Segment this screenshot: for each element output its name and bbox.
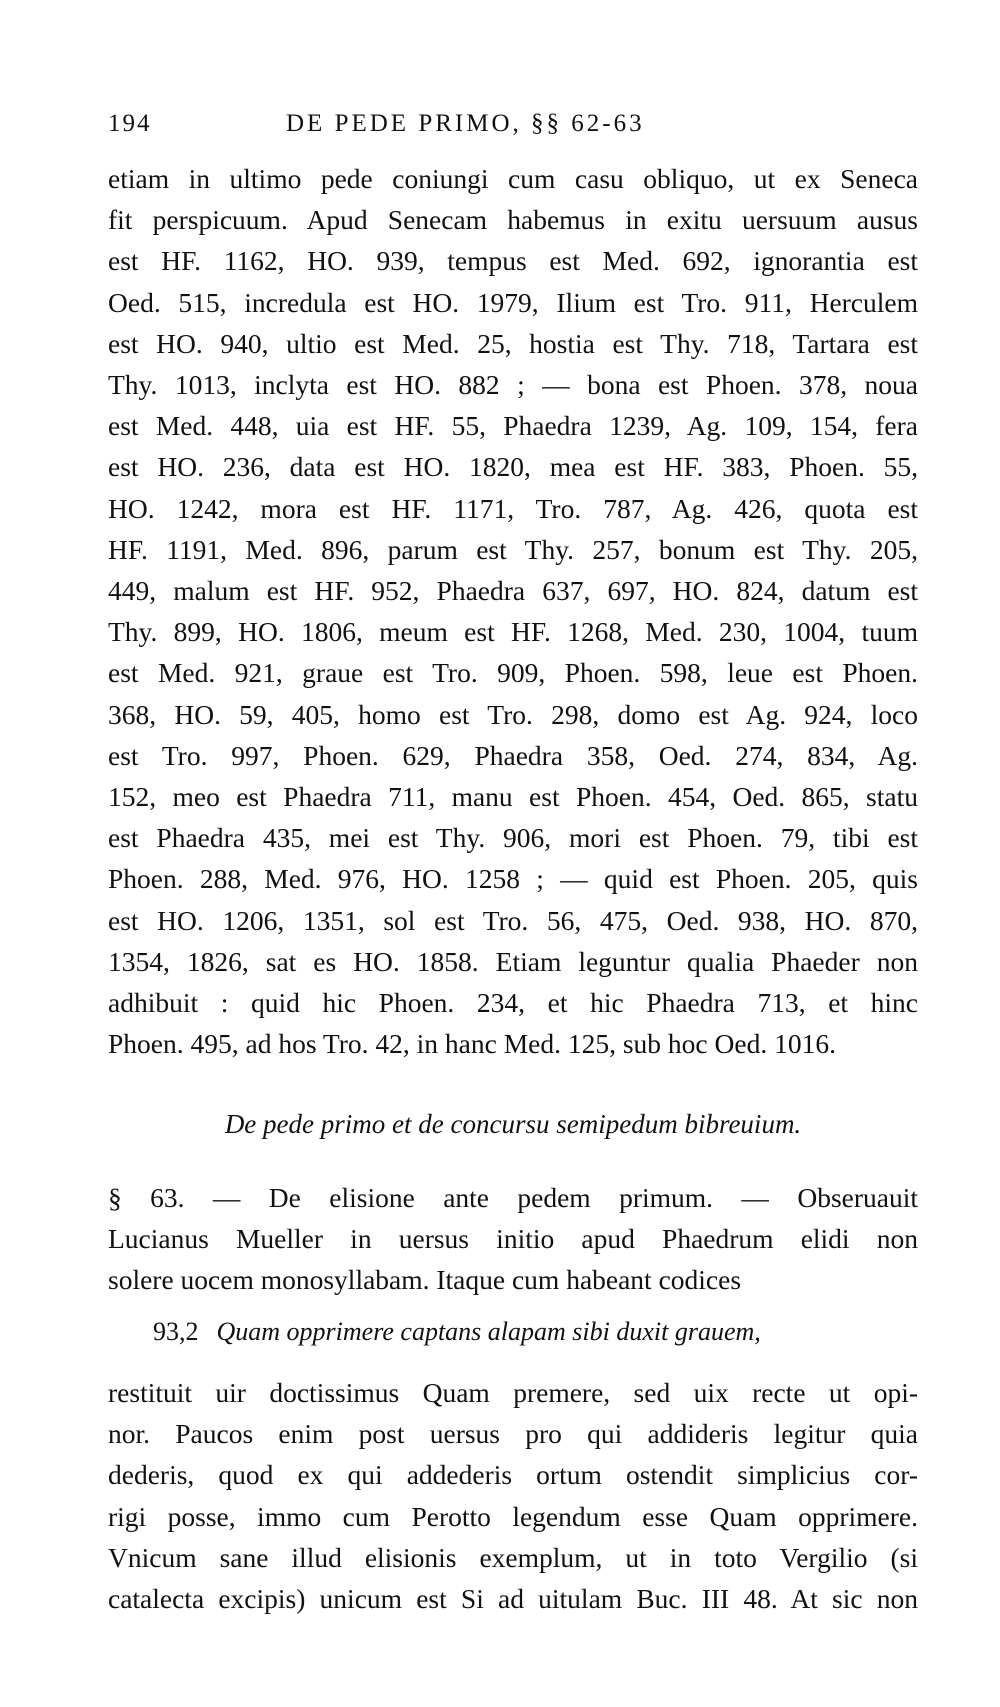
- verse-text: Quam opprimere captans alapam sibi duxit grauem,: [216, 1317, 761, 1346]
- text-line: 449, malum est HF. 952, Phaedra 637, 697, HO. 824, datum est: [108, 575, 918, 607]
- text-line: Phoen. 495, ad hos Tro. 42, in hanc Med. 125, sub hoc Oed. 1016.: [108, 1028, 836, 1060]
- text-line: adhibuit : quid hic Phoen. 234, et hic Phaedra 713, et hinc: [108, 987, 918, 1019]
- text-line: rigi posse, immo cum Perotto legendum esse Quam opprimere.: [108, 1500, 918, 1532]
- text-line: Thy. 899, HO. 1806, meum est HF. 1268, Med. 230, 1004, tuum: [108, 616, 918, 648]
- text-line: est HO. 940, ultio est Med. 25, hostia est Thy. 718, Tartara est: [108, 327, 918, 359]
- text-line: est HO. 1206, 1351, sol est Tro. 56, 475, Oed. 938, HO. 870,: [108, 904, 918, 936]
- paragraph-section-63: [108, 1177, 918, 1301]
- text-line: est HO. 236, data est HO. 1820, mea est HF. 383, Phoen. 55,: [108, 451, 918, 483]
- running-title: DE PEDE PRIMO, §§ 62-63: [286, 110, 645, 137]
- paragraph-discussion: [108, 1372, 918, 1619]
- text-line: restituit uir doctissimus Quam premere, sed uix recte ut opi-: [108, 1377, 918, 1408]
- text-line: Lucianus Mueller in uersus initio apud Phaedrum elidi non: [108, 1223, 918, 1255]
- text-line: 368, HO. 59, 405, homo est Tro. 298, domo est Ag. 924, loco: [108, 698, 918, 730]
- text-line: est Med. 448, uia est HF. 55, Phaedra 1239, Ag. 109, 154, fera: [108, 410, 918, 442]
- text-line: Vnicum sane illud elisionis exemplum, ut in toto Vergilio (si: [108, 1541, 918, 1573]
- text-line: 152, meo est Phaedra 711, manu est Phoen. 454, Oed. 865, statu: [108, 781, 918, 813]
- text-line: 1354, 1826, sat es HO. 1858. Etiam leguntur qualia Phaeder non: [108, 945, 918, 977]
- text-line: solere uocem monosyllabam. Itaque cum habeant codices: [108, 1264, 742, 1296]
- text-line: Phoen. 288, Med. 976, HO. 1258 ; — quid est Phoen. 205, quis: [108, 863, 918, 895]
- text-line: est Med. 921, graue est Tro. 909, Phoen. 598, leue est Phoen.: [108, 657, 918, 689]
- text-line: HO. 1242, mora est HF. 1171, Tro. 787, Ag. 426, quota est: [108, 492, 918, 524]
- text-line: Oed. 515, incredula est HO. 1979, Ilium est Tro. 911, Herculem: [108, 286, 918, 318]
- text-line: etiam in ultimo pede coniungi cum casu obliquo, ut ex Seneca: [108, 163, 918, 194]
- section-subheading: De pede primo et de concursu semipedum bibreuium.: [224, 1109, 802, 1139]
- text-line: est HF. 1162, HO. 939, tempus est Med. 692, ignorantia est: [108, 245, 918, 277]
- text-line: Thy. 1013, inclyta est HO. 882 ; — bona est Phoen. 378, noua: [108, 369, 918, 401]
- paragraph-seneca-examples: [108, 158, 918, 1064]
- text-line: dederis, quod ex qui addederis ortum ostendit simplicius cor-: [108, 1459, 918, 1491]
- text-line: HF. 1191, Med. 896, parum est Thy. 257, bonum est Thy. 205,: [108, 533, 918, 565]
- page-number: 194: [108, 110, 152, 137]
- text-line: fit perspicuum. Apud Senecam habemus in exitu uersuum ausus: [108, 204, 918, 236]
- text-line: catalecta excipis) unicum est Si ad uitulam Buc. III 48. At sic non: [108, 1583, 918, 1615]
- text-line: est Phaedra 435, mei est Thy. 906, mori est Phoen. 79, tibi est: [108, 822, 918, 854]
- text-line: nor. Paucos enim post uersus pro qui addideris legitur quia: [108, 1418, 918, 1450]
- quoted-verse: [153, 1312, 918, 1352]
- running-header: [108, 110, 918, 150]
- verse-number: 93,2: [153, 1317, 199, 1346]
- text-line: est Tro. 997, Phoen. 629, Phaedra 358, Oed. 274, 834, Ag.: [108, 739, 918, 771]
- text-line: § 63. — De elisione ante pedem primum. — Obseruauit: [108, 1182, 918, 1213]
